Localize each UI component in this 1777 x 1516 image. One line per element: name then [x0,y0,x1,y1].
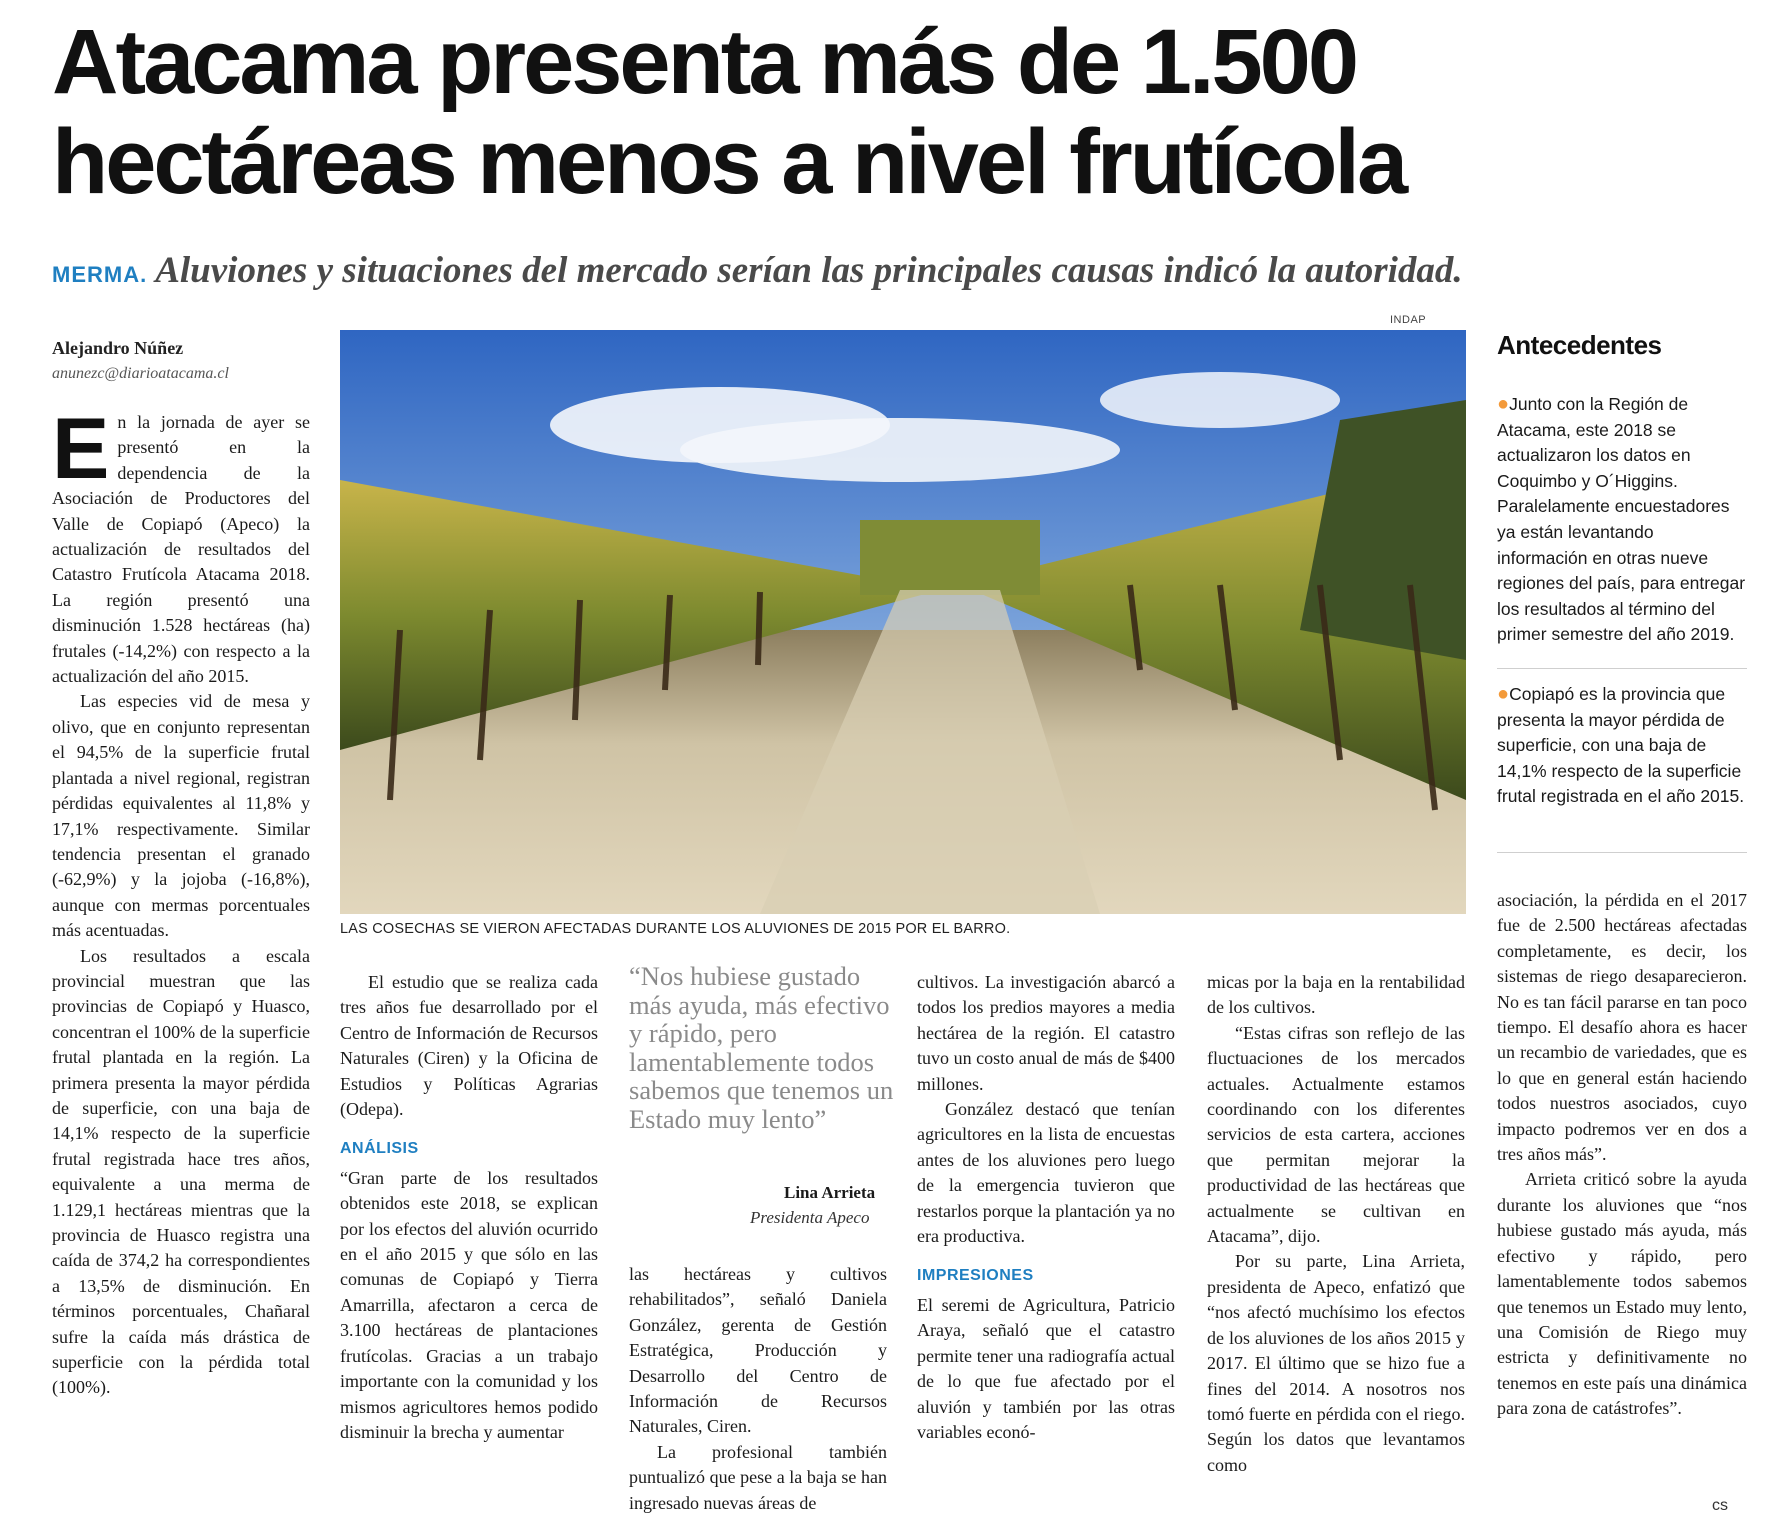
vineyard-photo [340,330,1466,914]
deck-text: Aluviones y situaciones del mercado serían las principales causas indicó la autoridad. [155,250,1463,291]
paragraph: “Gran parte de los resultados obtenidos este 2018, se explican por los efectos del aluvión ocurrido en el año 2015 y que sólo en las comunas de Copiapó y Tierra Amarrilla, afectaron a cerca de 3.100 hectáreas de plantaciones frutícolas. Gracias a un trabajo importante con la comunidad y los mismos agricultores hemos podido disminuir la brecha y aumentar [340,1167,598,1442]
bullet-icon: ● [1497,683,1510,705]
paragraph: González destacó que tenían agricultores en la lista de encuestas antes de los aluviones pero luego de la emergencia tuvieron que restarlos porque la plantación ya no era productiva. [917,1099,1175,1247]
headline-line-2: hectáreas menos a nivel frutícola [52,111,1406,213]
sidebar-item: ●Copiapó es la provincia que presenta la mayor pérdida de superficie, con una baja de 14,1% respecto de la superficie frutal registrada en el año 2015. [1497,683,1745,807]
headline-line-1: Atacama presenta más de 1.500 [52,11,1357,113]
paragraph: La profesional también puntualizó que pese a la baja se han ingresado nuevas áreas de [629,1441,887,1513]
deck [52,248,1752,298]
byline-email: anunezc@diarioatacama.cl [52,365,229,382]
sidebar-item: ●Junto con la Región de Atacama, este 2018 se actualizaron los datos en Coquimbo y O´Higgins. Paralelamente encuestadores ya están levantando información en otras nueve regiones del país, para entregar los resultados al término del primer semestre del año 2019. [1497,393,1746,645]
article-column-2 [340,970,598,1445]
paragraph: micas por la baja en la rentabilidad de los cultivos. [1207,972,1465,1018]
deck-kicker: MERMA. [52,262,148,287]
section-heading: IMPRESIONES [917,1267,1034,1285]
paragraph: asociación, la pérdida en el 2017 fue de 2.500 hectáreas afectadas completamente, es decir, los sistemas de riego desaparecieron. No es tan fácil pararse en tan poco tiempo. El desafío ahora es hacer un recambio de variedades, que es lo que en general están haciendo todos nuestros asociados, cuyo impacto podremos ver en dos a tres años más”. [1497,890,1747,1165]
article-column-1 [52,401,310,1401]
paragraph: Por su parte, Lina Arrieta, presidenta de Apeco, enfatizó que “nos afectó muchísimo los efectos de los aluviones de los años 2015 y 2017. El último que se hizo fue a fines del 2014. A nosotros nos tomó fuerte en pérdida con el riego. Según los datos que levantamos como [1207,1251,1465,1475]
article-column-3 [629,1262,887,1516]
paragraph: Las especies vid de mesa y olivo, que en conjunto representan el 94,5% de la superficie frutal plantada a nivel regional, registran pérdidas equivalentes al 11,8% y 17,1% respectivamente. Similar tendencia presentan el granado (-62,9%) y la jojoba (-16,8%), aunque con mermas porcentuales más acentuadas. [52,691,310,941]
article-column-6 [1497,888,1747,1422]
sidebar-title: Antecedentes [1497,330,1662,360]
headline [52,12,1742,212]
drop-cap: E [52,401,110,497]
paragraph: El seremi de Agricultura, Patricio Araya, señaló que el catastro permite tener una radiografía actual de lo que fue afectado por el aluvión y también por las otras variables econó- [917,1294,1175,1442]
pull-quote: “Nos hubiese gustado más ayuda, más efectivo y rápido, pero lamentablemente todos sabemos que tenemos un Estado muy lento” [629,961,894,1134]
article-column-5 [1207,970,1465,1478]
photo-caption: LAS COSECHAS SE VIERON AFECTADAS DURANTE LOS ALUVIONES DE 2015 POR EL BARRO. [340,921,1011,937]
quote-attribution-name: Lina Arrieta [784,1183,876,1202]
paragraph: El estudio que se realiza cada tres años fue desarrollado por el Centro de Información de Recursos Naturales (Ciren) y la Oficina de Estudios y Políticas Agrarias (Odepa). [340,972,598,1120]
paragraph: Arrieta criticó sobre la ayuda durante los aluviones que “nos hubiese gustado más ayuda, más efectivo y rápido, pero lamentablemente todos sabemos que tenemos un Estado muy lento, una Comisión de Riego muy estricta y definitivamente no tenemos en este país una dinámica para zona de catástrofes”. [1497,1169,1747,1419]
paragraph: Los resultados a escala provincial muestran que las provincias de Copiapó y Huasco, concentran el 100% de la superficie frutal plantada en la región. La primera presenta la mayor pérdida de superficie, con una baja de 14,1% respecto de la superficie frutal registrada hace tres años, equivalente a una merma de 1.129,1 hectáreas mientras que la provincia de Huasco registra una caída de 374,2 ha correspondientes a 13,5% de disminución. En términos porcentuales, Chañaral sufre la caída más drástica de superficie con la pérdida total (100%). [52,945,310,1398]
paragraph: “Estas cifras son reflejo de las fluctuaciones de los mercados actuales. Actualmente estamos coordinando con los diferentes servicios de esta cartera, acciones que permitan mejorar la productividad de las hectáreas que actualmente se cultivan en Atacama”, dijo. [1207,1022,1465,1247]
end-mark-icon: cs [1712,1497,1728,1514]
sidebar-divider [1497,852,1747,853]
paragraph: las hectáreas y cultivos rehabilitados”, señaló Daniela González, gerenta de Gestión Estratégica, Producción y Desarrollo del Centro de Información de Recursos Naturales, Ciren. [629,1264,887,1437]
vineyard-illustration [340,330,1466,914]
bullet-icon: ● [1497,393,1510,415]
paragraph: cultivos. La investigación abarcó a todos los predios mayores a media hectárea de la región. El catastro tuvo un costo anual de más de $400 millones. [917,972,1175,1094]
quote-attribution-role: Presidenta Apeco [750,1208,870,1227]
byline-author: Alejandro Núñez [52,338,184,358]
article-column-4 [917,970,1175,1445]
sidebar-divider [1497,668,1747,669]
paragraph: En la jornada de ayer se presentó en la dependencia de la Asociación de Productores del Valle de Copiapó (Apeco) la actualización de resultados del Catastro Frutícola Atacama 2018. La región presentó una disminución 1.528 hectáreas (ha) frutales (-14,2%) con respecto a la actualización del año 2015. [52,401,310,687]
section-heading: ANÁLISIS [340,1140,419,1158]
photo-credit: INDAP [1390,314,1427,326]
